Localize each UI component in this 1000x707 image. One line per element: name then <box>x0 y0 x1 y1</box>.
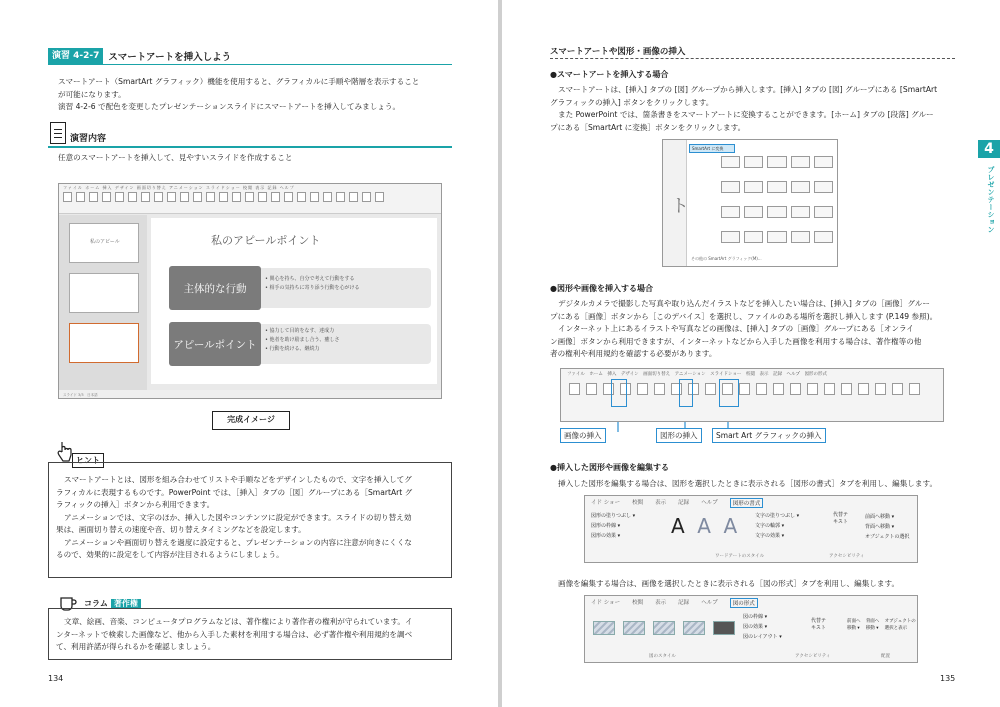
slide-thumbnail-1[interactable] <box>69 223 139 263</box>
hint-text: スマートアートとは、図形を組み合わせてリストや手順などをデザインしたもので、文字を挿入してグ ラフィカルに表現するものです。PowerPoint では、［挿入］タブの［図］グループにある［SmartArt グ ラフィックの挿入］ボタンから利用できます。 アニメーションでは、文字のほか、挿入した図やコンテンツに設定ができます。スライドの切り替え効 果は、画面切り替えの速度や音、切り替えタイミングなどを設定します。 アニメーションや画面切り替えを過度に設定すると、プレゼンテーションの内容に注意が向きにくくな るので、効果的に設定をして内容が注目されるようにしましょう。 <box>56 475 413 559</box>
slide-canvas <box>151 218 437 384</box>
left-page <box>0 0 498 707</box>
picture-style-gallery[interactable] <box>593 620 743 639</box>
right-page <box>502 0 1000 707</box>
accessibility-group-label: アクセシビリティ <box>795 654 831 659</box>
insert-ribbon-tabs: ファイル ホーム 挿入 デザイン 画面切り替え アニメーション スライドショー 校閲 表示 記録 ヘルプ 図形の形式 <box>567 372 827 377</box>
exercise-tag: 演習 4-2-7 <box>48 48 103 64</box>
slide-title: 私のアピールポイント <box>211 234 321 247</box>
send-backward-button[interactable]: 背面へ移動 ▾ <box>865 524 895 530</box>
bring-forward-button[interactable]: 前面へ移動 ▾ <box>847 619 861 631</box>
chapter-name: プレゼンテーション <box>987 166 995 234</box>
tab-review[interactable]: 校閲 <box>632 500 644 506</box>
picture-format-ribbon <box>584 595 918 663</box>
picture-style-group-label: 図のスタイル <box>649 654 676 659</box>
sub-heading-smartart: ●スマートアートを挿入する場合 <box>550 70 669 79</box>
smartart-shape-2[interactable]: アピールポイント <box>169 322 261 366</box>
selection-pane-button[interactable]: オブジェクトの選択と表示 <box>884 619 916 631</box>
completed-slide-screenshot <box>58 183 442 399</box>
ribbon <box>59 184 442 214</box>
bring-forward-button[interactable]: 前面へ移動 ▾ <box>865 514 895 520</box>
intro-paragraph <box>58 76 458 114</box>
intro-line-1: スマートアート（SmartArt グラフィック）機能を使用すると、グラフィカルに手順や階層を表示すること <box>58 77 420 86</box>
picture-border-button[interactable]: 図の枠線 ▾ <box>743 614 768 620</box>
tab-record[interactable]: 記録 <box>678 500 690 506</box>
pointing-hand-icon <box>56 441 72 463</box>
section-title: スマートアートや図形・画像の挿入 <box>550 45 955 59</box>
page-number-right: 135 <box>940 674 956 683</box>
sub-heading-edit: ●挿入した図形や画像を編集する <box>550 463 669 472</box>
slide-thumbnail-3[interactable] <box>69 323 139 363</box>
status-bar: スライド 3/3 日本語 <box>59 390 442 399</box>
content-divider <box>48 146 452 148</box>
bullets-1: • 関心を持ち、自分で考えて行動をする • 相手の気持ちに寄り添う行動を心がける <box>265 276 360 291</box>
shape-outline-button[interactable]: 図形の枠線 ▾ <box>591 523 621 529</box>
hint-label: ヒント <box>72 453 104 468</box>
picture-layout-button[interactable]: 図のレイアウト ▾ <box>743 634 782 640</box>
smartart-shape-1[interactable]: 主体的な行動 <box>169 266 261 310</box>
content-text: 任意のスマートアートを挿入して、見やすいスライドを作成すること <box>58 153 293 162</box>
smartart-button-highlight[interactable] <box>719 379 739 407</box>
smartart-convert-screenshot <box>662 139 838 267</box>
picture-style-options <box>743 612 782 642</box>
text-style-options <box>755 511 799 541</box>
tab-view[interactable]: 表示 <box>655 600 667 606</box>
paragraph-shapes-images: デジタルカメラで撮影した写真や取り込んだイラストなどを挿入したい場合は、[挿入] タブの［画像］グルー プにある［画像］ボタンから［このデバイス］を選択し、ファイルのある場所を選択し挿入します (P.149 参照)。 インターネット上にあるイラストや写真などの画像は、[挿入] タブの［画像］グループにある［オンライ ン画像］ボタンから利用できますが、インターネットなどから入手した画像を利用する場合は、著作権等の他 者の権利や利用規約を確認する必要があります。 <box>550 299 938 358</box>
slide-thumbnails <box>59 215 147 390</box>
tab-help[interactable]: ヘルプ <box>701 600 718 606</box>
text-effects-button[interactable]: 文字の効果 ▾ <box>755 533 785 539</box>
text-fill-button[interactable]: 文字の塗りつぶし ▾ <box>755 513 800 519</box>
image-caption: 完成イメージ <box>212 411 290 430</box>
slide-preview: ト <box>663 140 687 267</box>
column-tag: 著作権 <box>111 599 141 608</box>
thumbnail-title: 私のアピール <box>90 239 120 245</box>
shape-button-highlight[interactable] <box>679 379 693 407</box>
document-icon <box>50 122 66 144</box>
tab-review[interactable]: 校閲 <box>632 600 644 606</box>
label-smartart-insert: Smart Art グラフィックの挿入 <box>712 428 826 443</box>
picture-effects-button[interactable]: 図の効果 ▾ <box>743 624 768 630</box>
tab-view[interactable]: 表示 <box>655 500 667 506</box>
ribbon-icons <box>63 192 439 212</box>
chapter-number-tab: 4 <box>978 140 1000 158</box>
tab-picture-format[interactable]: 図の形式 <box>730 598 758 608</box>
intro-line-3: 演習 4-2-6 で配色を変更したプレゼンテーションスライドにスマートアートを挿入してみましょう。 <box>58 102 401 111</box>
text-outline-button[interactable]: 文字の輪郭 ▾ <box>755 523 785 529</box>
column-title: コラム <box>84 599 108 608</box>
smartart-layout-gallery[interactable] <box>721 156 833 252</box>
content-heading <box>48 122 452 148</box>
ribbon-tabs: ファイル ホーム 挿入 デザイン 画面切り替え アニメーション スライドショー 校閲 表示 記録 ヘルプ <box>63 185 295 190</box>
arrange-options <box>865 512 910 542</box>
page-number-left: 134 <box>48 674 64 683</box>
shape-style-options <box>591 511 635 541</box>
label-shape-insert: 図形の挿入 <box>656 428 702 443</box>
wordart-gallery[interactable]: AAA <box>671 514 750 538</box>
intro-line-2: が可能になります。 <box>58 89 126 99</box>
arrange-options <box>847 618 917 632</box>
tab-slideshow[interactable]: イド ショー <box>591 500 621 506</box>
alt-text-button[interactable]: 代替テキスト <box>811 618 827 631</box>
paragraph-smartart: スマートアートは、[挿入] タブの [図] グループから挿入します。[挿入] タブの [図] グループにある [SmartArt グラフィックの挿入] ボタンをクリックします。 また PowerPoint では、箇条書きをスマートアートに変換することができます。[ホーム] タブの [段落] グルー プにある［SmartArt に変換］ボタンをクリックします。 <box>550 85 938 132</box>
shape-format-tabs <box>591 498 763 508</box>
more-smartart-link[interactable]: その他の SmartArt グラフィック(M)... <box>691 256 762 261</box>
label-image-insert: 画像の挿入 <box>560 428 606 443</box>
shape-fill-button[interactable]: 図形の塗りつぶし ▾ <box>591 513 636 519</box>
smartart-convert-button[interactable]: SmartArt に変換 <box>689 144 735 153</box>
tab-shape-format[interactable]: 図形の書式 <box>730 498 764 508</box>
alt-text-button[interactable]: 代替テキスト <box>833 512 849 525</box>
paragraph-shape-edit: 挿入した図形を編集する場合は、図形を選択したときに表示される［図形の書式］タブを利用し、編集します。 <box>558 479 938 488</box>
content-title: 演習内容 <box>70 134 107 144</box>
wordart-group-label: ワードアートのスタイル <box>715 554 765 559</box>
picture-format-tabs <box>591 598 758 608</box>
insert-ribbon-screenshot <box>560 368 944 422</box>
tab-slideshow[interactable]: イド ショー <box>591 600 621 606</box>
tab-record[interactable]: 記録 <box>678 600 690 606</box>
shape-effects-button[interactable]: 図形の効果 ▾ <box>591 533 621 539</box>
paragraph-image-edit: 画像を編集する場合は、画像を選択したときに表示される［図の形式］タブを利用し、編集します。 <box>558 579 900 588</box>
column-text: 文章、絵画、音楽、コンピュータプログラムなどは、著作権により著作者の権利が守られています。イ ンターネットで検索した画像など、他から入手した素材を利用する場合は、必ず著作権や利用規約を調べ て、利用許諾が得られるかを確認しましょう。 <box>56 617 413 651</box>
accessibility-group-label: アクセシビリティ <box>829 554 865 559</box>
shape-format-ribbon <box>584 495 918 563</box>
bullets-2: • 協力して目的をなす、達成力 • 他者を助け励まし合う、癒しさ • 行動を続ける、継続力 <box>265 328 340 352</box>
exercise-title: スマートアートを挿入しよう <box>108 52 232 63</box>
exercise-heading <box>48 48 452 65</box>
tab-help[interactable]: ヘルプ <box>701 500 718 506</box>
send-backward-button[interactable]: 背面へ移動 ▾ <box>865 619 880 631</box>
image-button-highlight[interactable] <box>611 379 627 407</box>
selection-pane-button[interactable]: オブジェクトの選択 <box>865 534 910 540</box>
sub-heading-shapes-images: ●図形や画像を挿入する場合 <box>550 284 653 293</box>
slide-thumbnail-2[interactable] <box>69 273 139 313</box>
arrange-group-label: 配置 <box>881 654 890 659</box>
